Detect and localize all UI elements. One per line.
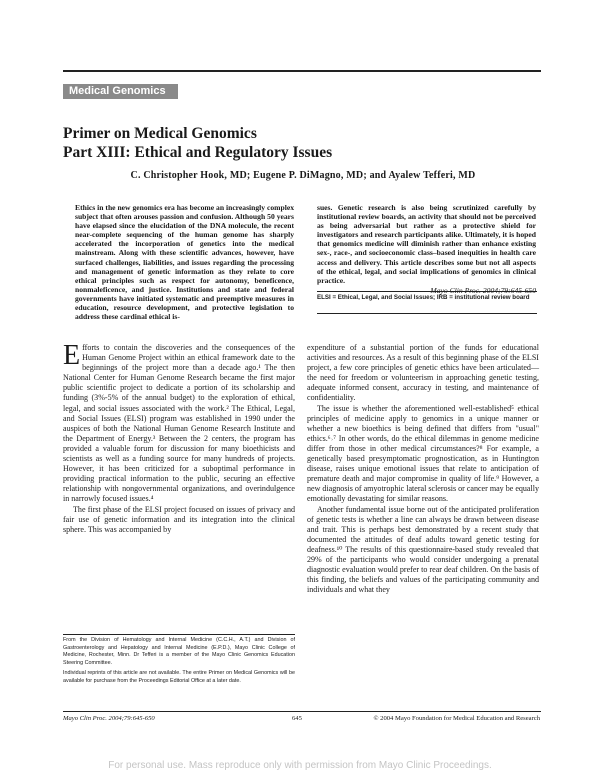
top-rule [63, 70, 541, 72]
footer-journal: Mayo Clin Proc. 2004;79:645-650 [63, 715, 155, 722]
footer-rule [63, 711, 541, 712]
intro-text: fforts to contain the discoveries and the consequences of the Human Genome Project within an ethical framework date to the beginnings of the project more than a decade ago.¹ The then National Center for Human Genome Research became the first major public scientific project to dedicate a portion of its scholarship and funding (3%-5% of the annual budget) to the exploration of ethical, legal, and social issues associated with the work.² The Ethical, Legal, and Social Issues (ELSI) program was established in 1990 under the auspices of both the National Human Genome Research Institute and the Department of Energy.³ Between the 2 centers, the program has provided a valuable forum for discussion for many bioethicists and scientists as well as a funding source for many hundreds of projects. However, it has been criticized for a suboptimal performance in providing practical information to the public, securing an effective relationship with nongovernmental organizations, and overindulgence in narrowly focused issues.⁴ [63, 343, 295, 504]
abstract-right-text: sues. Genetic research is also being scrutinized carefully by institutional review boards, an activity that should not be perceived as being adversarial but rather as a protective shield for investigators and research participants alike. Ultimately, it is hoped that genomics medicine will diminish rather than enhance existing sex-, race-, and socioeconomic class–based inequities in health care access and delivery. This article describes some but not all aspects of the ethical, legal, and social implications of genomics in clinical practice. [317, 203, 536, 285]
permission-notice: For personal use. Mass reproduce only with permission from Mayo Clinic Proceedings. [108, 760, 492, 771]
affiliation-note: From the Division of Hematology and Internal Medicine (C.C.H., A.T.) and Division of Gastroenterology and Hepatology and Internal Medicine (E.P.D.), Mayo Clinic College of Medicine, Rochester, Minn. Dr Tefferi is a member of the Mayo Clinic Genomics Education Steering Committee. [63, 637, 295, 666]
body-left-column [63, 340, 295, 535]
abbreviations-box: ELSI = Ethical, Legal, and Social Issues; IRB = institutional review board [317, 294, 530, 301]
article-title-line2: Part XIII: Ethical and Regulatory Issues [63, 144, 333, 161]
abstract-left-text: Ethics in the new genomics era has become an increasingly complex subject that often arouses passion and confusion. Although 50 years have elapsed since the elucidation of the DNA molecule, the recent near-complete sequencing of the human genome has sharply accelerated the incorporation of genetics into the medical mainstream. Along with these scientific advances, however, have surfaced challenges, liabilities, and issues regarding the processing and management of genetic information as they relate to core ethical principles such as respect for autonomy, beneficence, nonmaleficence, and justice. Institutions and state and federal governments have initiated systematic and preemptive measures in education, resource development, and protective legislation to address these cardinal ethical is- [75, 203, 294, 322]
abbrev-rule-bottom [317, 313, 537, 314]
body-paragraph: The first phase of the ELSI project focused on issues of privacy and fair use of genetic information and its integration into the clinical sphere. This was accompanied by [63, 504, 295, 534]
article-title-line1: Primer on Medical Genomics [63, 125, 257, 142]
section-label: Medical Genomics [63, 84, 178, 99]
body-paragraph: expenditure of a substantial portion of the funds for educational activities and resources. As a result of this beginning phase of the ELSI project, a few core principles of genetic ethics have been articulated—the need for freedom or volunteerism in approaching genetic testing, adequate informed consent, accuracy in testing, and maintenance of confidentiality. [307, 343, 539, 403]
author-list: C. Christopher Hook, MD; Eugene P. DiMagno, MD; and Ayalew Tefferi, MD [130, 170, 476, 181]
reprints-note: Individual reprints of this article are not available. The entire Primer on Medical Genomics will be available for purchase from the Proceedings Editorial Office at a later date. [63, 670, 295, 684]
abstract-right [317, 203, 536, 295]
body-paragraph [63, 340, 295, 505]
footer-copyright: © 2004 Mayo Foundation for Medical Education and Research [373, 715, 540, 722]
abstract-citation: Mayo Clin Proc. 2004;79:645-650 [430, 285, 536, 295]
body-paragraph: Another fundamental issue borne out of the anticipated proliferation of genetic tests is whether a line can always be drawn between disease and trait. This is perhaps best demonstrated by a recent study that documented the attitudes of deaf adults toward genetic testing for deafness.¹⁰ The results of this questionnaire-based study revealed that 29% of the participants who would consider undergoing a prenatal diagnostic evaluation would prefer to rear deaf children. On the basis of this finding, the beliefs and values of the participating community and individuals and what they [307, 504, 539, 595]
abstract-left [75, 203, 294, 321]
footnotes [63, 637, 295, 689]
body-paragraph: The issue is whether the aforementioned well-established⁵ ethical principles of medicine apply to genomics in a unique manner or whether a new bioethics is being defined that differs from "usual" ethics.⁶˒⁷ In other words, do the ethical dilemmas in genome medicine differ from those in other medical circumstances?⁸ For example, a genetically based presymptomatic prognostication, as in Huntington disease, raises unique emotional issues that relate to anticipation of premature death and major compromise in quality of life.⁹ However, a new diagnosis of amyotrophic lateral sclerosis or cancer may be equally emotionally devastating for similar reasons. [307, 403, 539, 504]
page-number: 645 [292, 715, 302, 722]
drop-cap: E [63, 340, 81, 371]
abbrev-rule-top [317, 291, 537, 292]
body-right-column [307, 343, 539, 595]
footnote-rule [63, 634, 295, 635]
